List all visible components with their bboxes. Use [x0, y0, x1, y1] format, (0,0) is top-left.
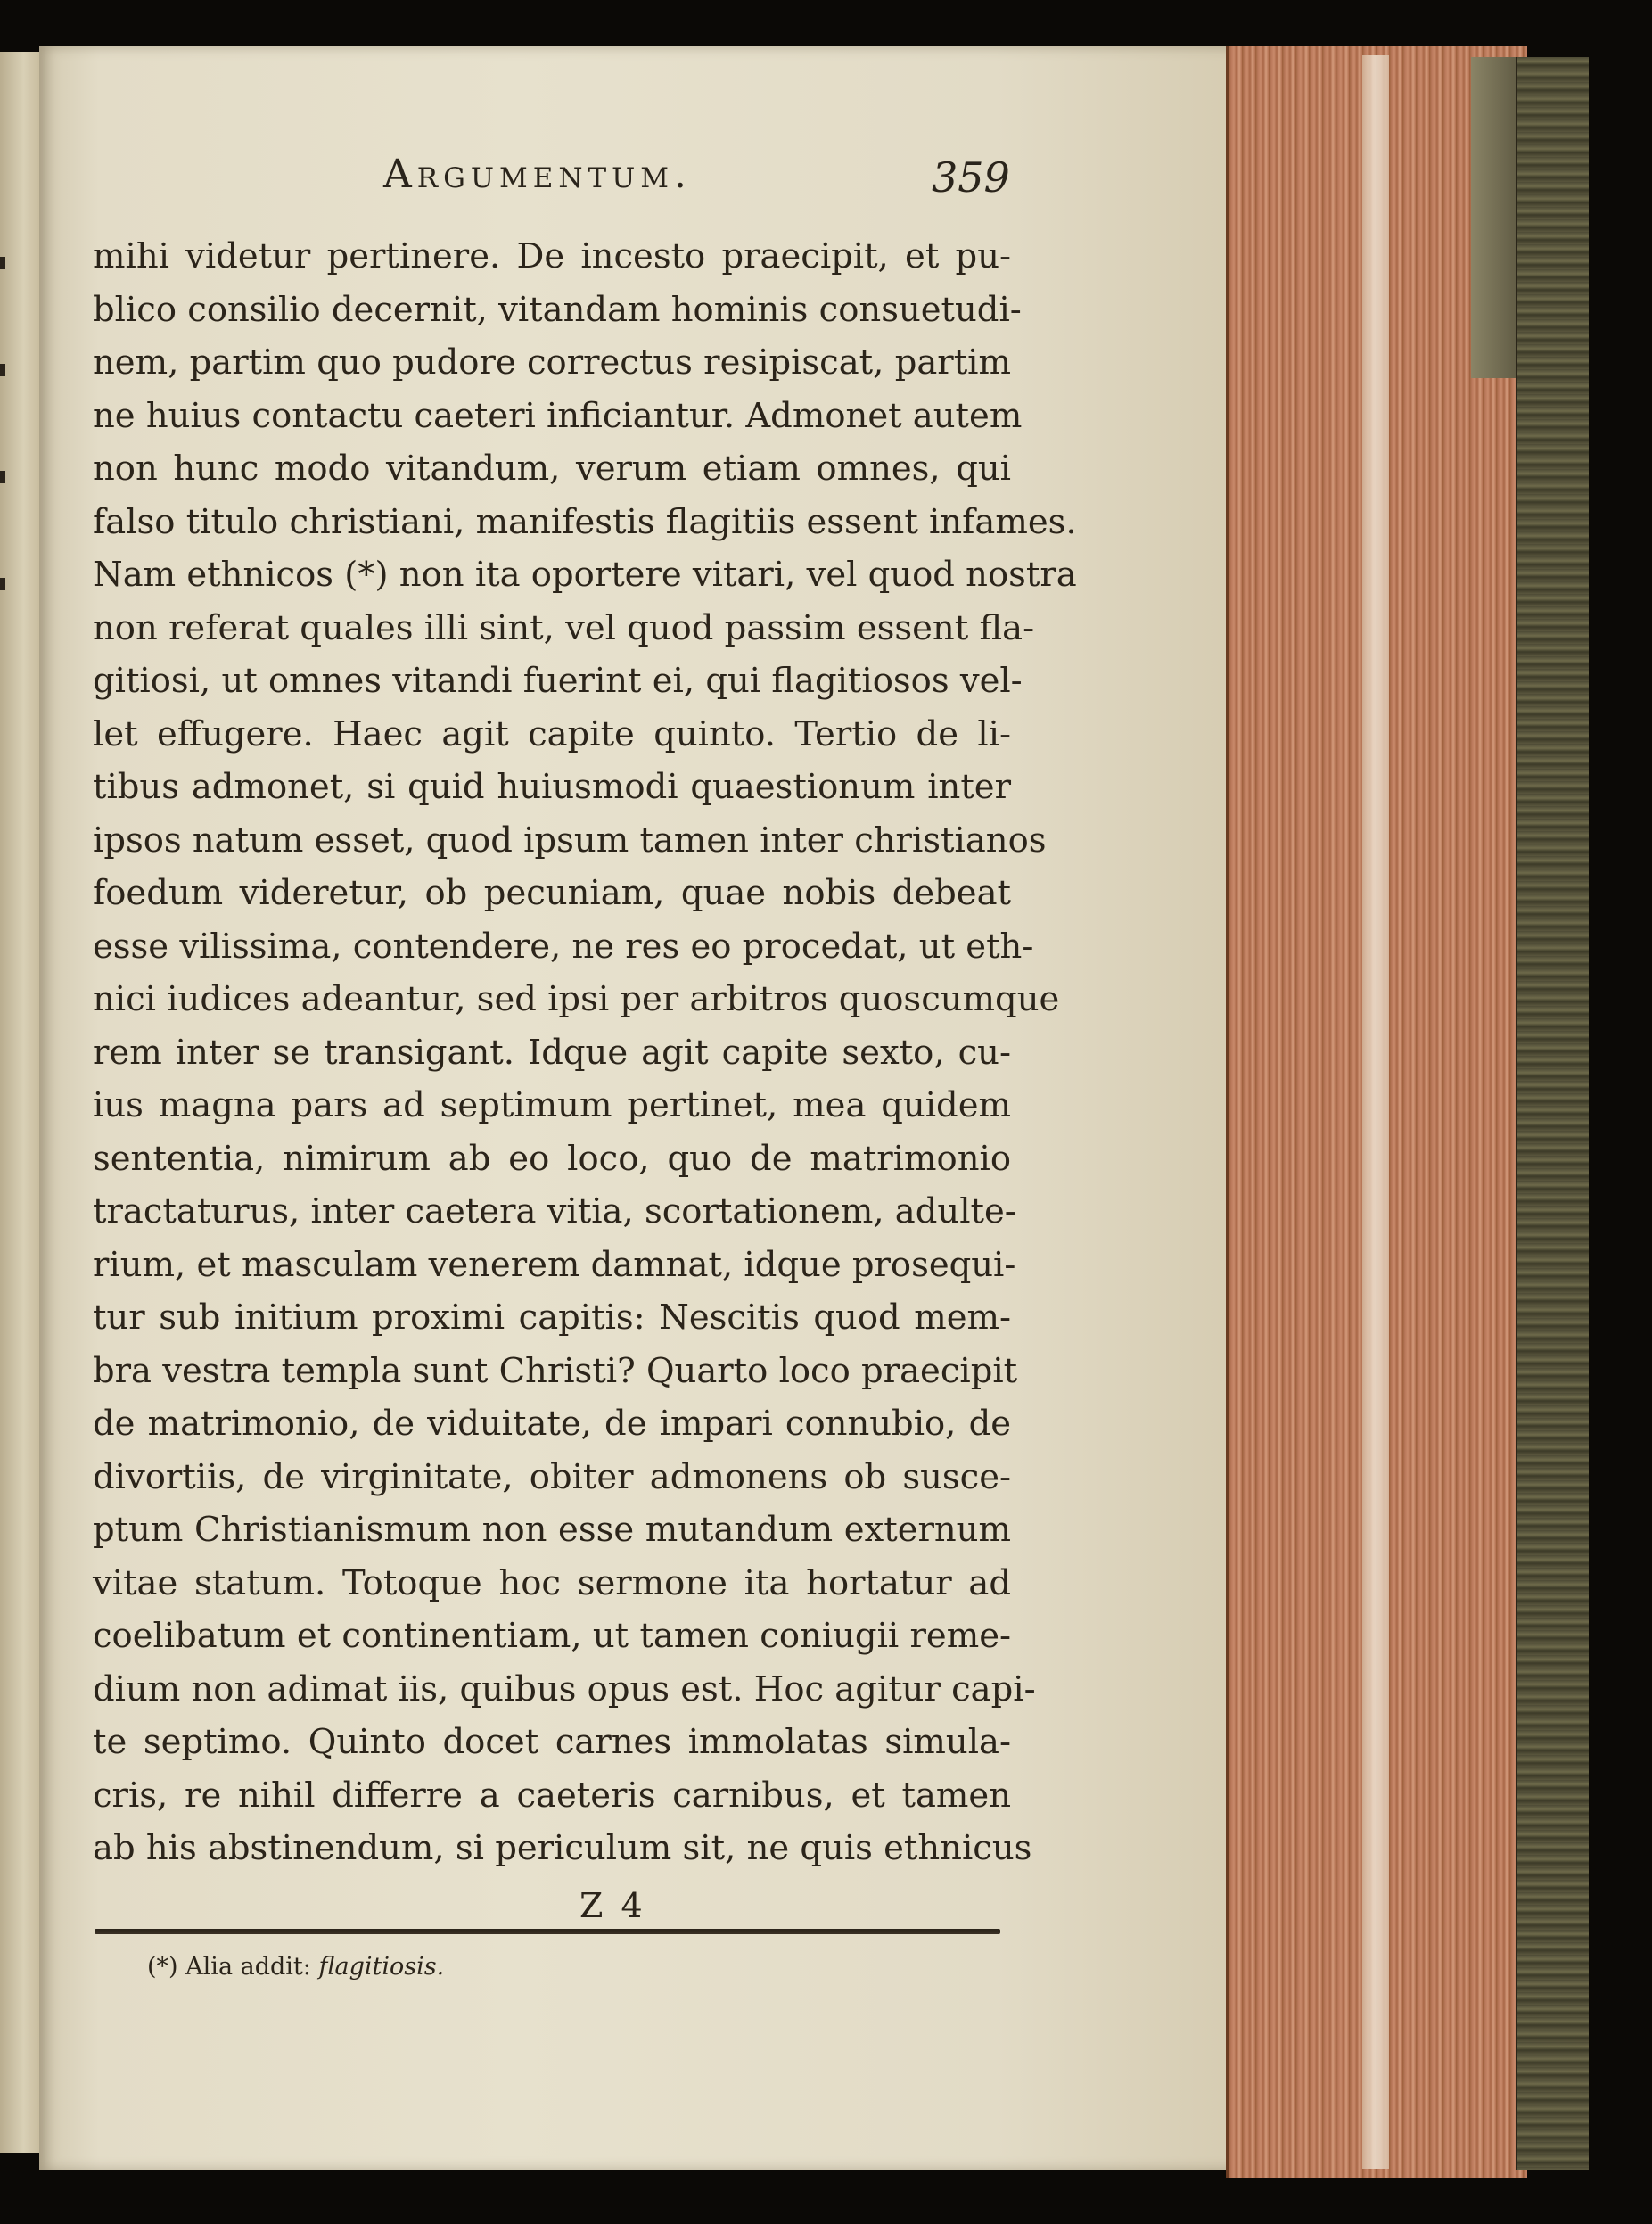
- previous-page-mark: [0, 257, 5, 269]
- footnote-rule: [95, 1929, 1000, 1934]
- previous-page-mark: [0, 578, 5, 590]
- text-line: nici iudices adeantur, sed ipsi per arbitros quoscumque: [93, 979, 1060, 1019]
- text-line: de matrimonio, de viduitate, de impari connubio, de: [93, 1404, 1011, 1444]
- text-line: cris, re nihil differre a caeteris carnibus, et tamen: [93, 1775, 1011, 1816]
- text-line: ne huius contactu caeteri inficiantur. Admonet autem: [93, 395, 1023, 436]
- text-line: ab his abstinendum, si periculum sit, ne quis ethnicus: [93, 1828, 1032, 1868]
- text-line: dium non adimat iis, quibus opus est. Hoc agitur capi-: [93, 1668, 1036, 1709]
- footnote: [147, 1953, 444, 1981]
- text-line: vitae statum. Totoque hoc sermone ita hortatur ad: [93, 1562, 1011, 1603]
- text-line: ptum Christianismum non esse mutandum externum: [93, 1510, 1011, 1550]
- footnote-italic: flagitiosis.: [318, 1953, 445, 1981]
- text-line: blico consilio decernit, vitandam hominis consuetudi-: [93, 289, 1022, 330]
- text-line: tibus admonet, si quid huiusmodi quaestionum inter: [93, 767, 1011, 807]
- text-line: falso titulo christiani, manifestis flagitiis essent infames.: [93, 501, 1077, 542]
- text-line: sententia, nimirum ab eo loco, quo de matrimonio: [93, 1138, 1011, 1179]
- text-line: Nam ethnicos (*) non ita oportere vitari, vel quod nostra: [93, 555, 1077, 595]
- body-text: [93, 230, 1077, 1875]
- text-line: gitiosi, ut omnes vitandi fuerint ei, qui flagitiosos vel-: [93, 661, 1023, 701]
- previous-page-mark: [0, 471, 5, 483]
- text-line: nem, partim quo pudore correctus resipiscat, partim: [93, 342, 1011, 383]
- text-line: tur sub initium proximi capitis: Nescitis quod mem-: [93, 1297, 1011, 1338]
- previous-page-edge: [0, 52, 41, 2153]
- page-block-highlight: [1362, 55, 1389, 2169]
- text-line: esse vilissima, contendere, ne res eo procedat, ut eth-: [93, 926, 1034, 967]
- text-line: foedum videretur, ob pecuniam, quae nobis debeat: [93, 873, 1011, 913]
- previous-page-mark: [0, 364, 5, 376]
- text-line: divortiis, de virginitate, obiter admonens ob susce-: [93, 1456, 1011, 1497]
- running-head: Argumentum.: [383, 152, 693, 197]
- text-line: te septimo. Quinto docet carnes immolatas simula-: [93, 1722, 1011, 1762]
- footnote-text: Alia addit:: [185, 1953, 311, 1981]
- text-line: rium, et masculam venerem damnat, idque prosequi-: [93, 1244, 1016, 1285]
- text-line: non hunc modo vitandum, verum etiam omnes, qui: [93, 449, 1011, 489]
- signature-mark: Z 4: [579, 1886, 646, 1925]
- book-cover-edge: [1516, 57, 1589, 2170]
- footnote-marker: (*): [147, 1953, 178, 1981]
- text-line: let effugere. Haec agit capite quinto. Tertio de li-: [93, 713, 1011, 754]
- text-line: non referat quales illi sint, vel quod passim essent fla-: [93, 607, 1035, 648]
- text-line: ius magna pars ad septimum pertinet, mea quidem: [93, 1085, 1011, 1125]
- text-line: rem inter se transigant. Idque agit capite sexto, cu-: [93, 1032, 1011, 1073]
- text-line: tractaturus, inter caetera vitia, scortationem, adulte-: [93, 1191, 1016, 1231]
- text-line: coelibatum et continentiam, ut tamen coniugii reme-: [93, 1616, 1011, 1656]
- page-number: 359: [932, 153, 1010, 202]
- text-line: bra vestra templa sunt Christi? Quarto loco praecipit: [93, 1350, 1018, 1391]
- text-line: ipsos natum esset, quod ipsum tamen inter christianos: [93, 820, 1047, 861]
- text-line: mihi videtur pertinere. De incesto praecipit, et pu-: [93, 236, 1011, 276]
